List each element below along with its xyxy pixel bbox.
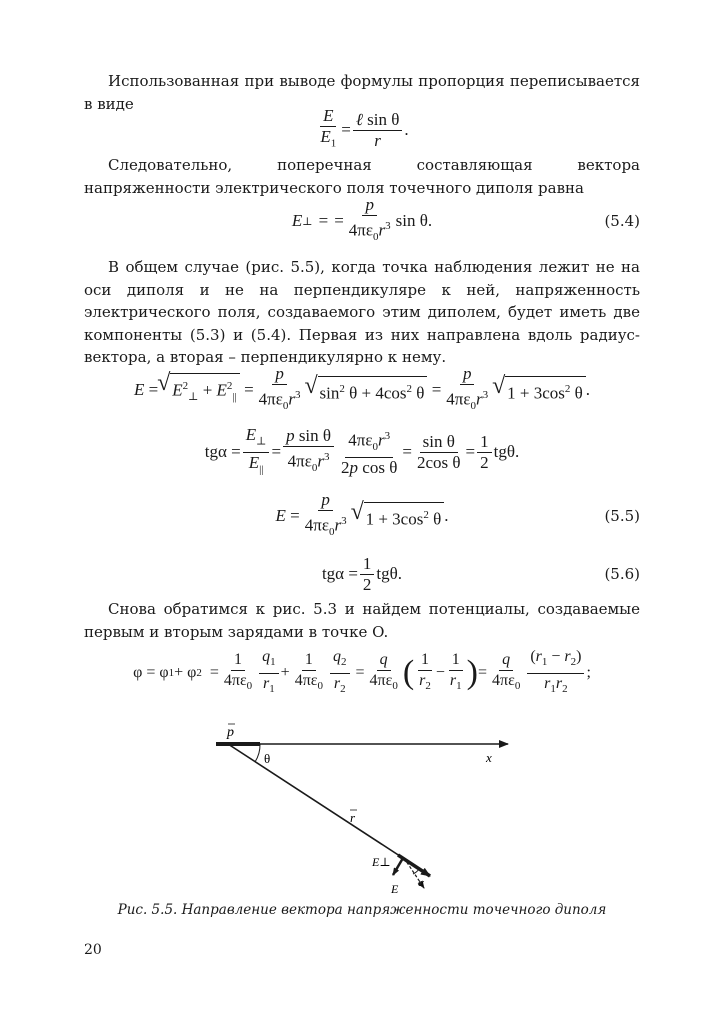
paragraph-3: В общем случае (рис. 5.5), когда точка наблюдения лежит не на оси диполя и не на перпендикуляре к ней, напряженность электрического поля, создаваемого этим диполем, будет иметь две компоненты (5.3) и (5.4). Первая из них направлена вдоль радиус-вектора, а вторая – перпендикулярно к нему.	[84, 258, 640, 366]
paragraph-2: Следовательно, поперечная составляющая вектора напряженности электрического поля точечного диполя равна	[84, 156, 640, 197]
equation-tg-alpha: tgα = $\frac{E_\perp}{E_{||}}$ = $\frac{\text{p sin θ}}{4\pi\varepsilon_0r^3}$ $\frac{4\pi\varepsilon_0r^3}{\text{2p cos θ}}$ = $\frac{\text{sin θ}}{\text{2cos θ}}$ = $\frac{1}{2}$ tgθ.	[204, 425, 520, 478]
page-number: 20	[84, 942, 102, 958]
equation-number-5-4: (5.4)	[604, 212, 640, 230]
alpha-arc	[413, 869, 419, 874]
label-x: x	[486, 750, 492, 765]
equation-5-5: E = $\frac{p}{4\pi\varepsilon_0r^3}$ √ $1 + 3\cos^2$ θ . (5.5)	[84, 490, 640, 542]
paragraph-4: Снова обратимся к рис. 5.3 и найдем потенциалы, создаваемые первым и вторым зарядами в точке O.	[84, 600, 640, 641]
equation-ratio: $\frac{E}{E_1}$ = $\frac{\text{ℓ sin θ}}{r}$ .	[320, 106, 409, 150]
e-perp-vector	[393, 858, 403, 875]
label-theta: θ	[264, 751, 271, 766]
label-alpha: α	[418, 877, 424, 889]
equation-number-5-6: (5.6)	[604, 565, 640, 583]
label-e-perp: E⊥	[372, 855, 391, 869]
label-p: p	[227, 725, 234, 740]
equation-5-4: E ⊥ = = $\frac{p}{4\pi\varepsilon_0r^3}$ sin θ. (5.4)	[291, 194, 640, 244]
figure-dipole-field	[0, 712, 722, 902]
label-r: r	[350, 810, 356, 825]
figure-caption: Рис. 5.5. Направление вектора напряженности точечного диполя	[117, 902, 607, 918]
equation-number-5-5: (5.5)	[604, 507, 640, 525]
paragraph-1: Использованная при выводе формулы пропорция переписывается в виде	[84, 72, 640, 113]
theta-arc	[255, 744, 260, 762]
radius-vector-line	[228, 744, 406, 860]
equation-5-6: tgα = $\frac{1}{2}$ tgθ. (5.6)	[321, 553, 640, 594]
equation-magnitude: E = √ $E^2_\perp + E^2_{||}$ = $\frac{p}{4\pi\varepsilon_0r^3}$ √ $\sin^2 \theta + 4\cos^2$ θ = $\frac{p}{4\pi\varepsilon_0r^3}$ √ $1 + 3\cos^2$ θ .	[84, 362, 640, 418]
label-e: E	[391, 882, 399, 896]
equation-potential: φ = φ 1 + φ 2 = $\frac{1}{4\pi\varepsilon_0}$ $\frac{q_1}{r_1}$ + $\frac{1}{4\pi\varepsilon_0}$ $\frac{q_2}{r_2}$ = $\frac{q}{4\pi\varepsilon_0}$ ( $\frac{1}{r_2}$ − $\frac{1}{r_1}$ ) = $\frac{q}{4\pi\varepsilon_0}$ $\frac{(r_1 - r_2)}{r_1r_2}$ ;	[133, 648, 591, 695]
